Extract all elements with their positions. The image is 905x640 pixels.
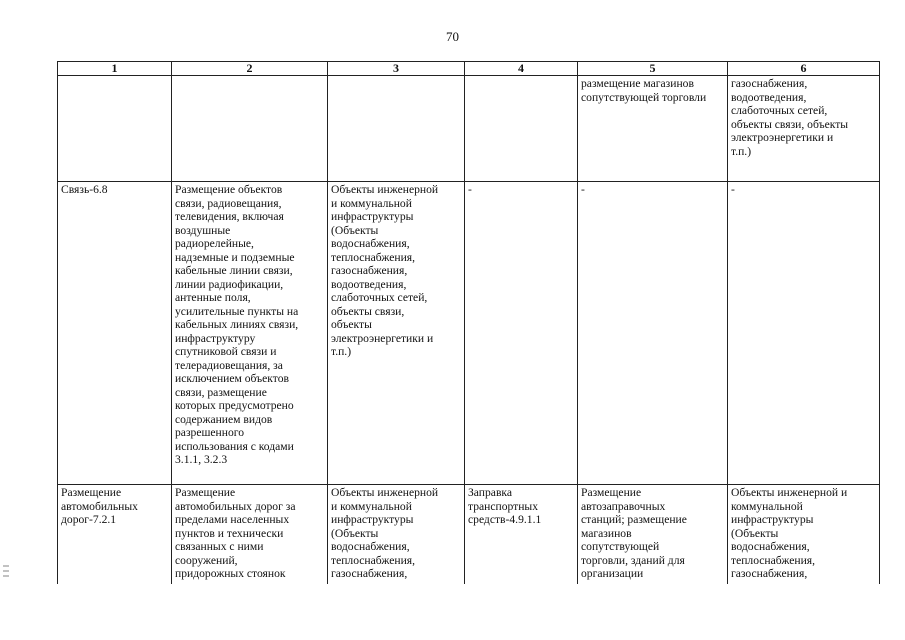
table-cell: газоснабжения, водоотведения, слаботочных сетей, объекты связи, объекты электроэнергетики и т.п.) bbox=[728, 76, 880, 182]
table-cell: Объекты инженерной и коммунальной инфраструктуры (Объекты водоснабжения, теплоснабжения, газоснабжения, bbox=[728, 485, 880, 585]
column-header: 2 bbox=[172, 62, 328, 76]
table-cell: - bbox=[728, 182, 880, 485]
table-cell: Размещение автомобильных дорог за пределами населенных пунктов и технически связанных с ними сооружений, придорожных стоянок bbox=[172, 485, 328, 585]
table-cell: Объекты инженерной и коммунальной инфраструктуры (Объекты водоснабжения, теплоснабжения, газоснабжения, bbox=[328, 485, 465, 585]
table-cell bbox=[465, 76, 578, 182]
column-header: 4 bbox=[465, 62, 578, 76]
table-cell bbox=[172, 76, 328, 182]
table-cell: размещение магазинов сопутствующей торговли bbox=[578, 76, 728, 182]
table-cell: Объекты инженерной и коммунальной инфраструктуры (Объекты водоснабжения, теплоснабжения, газоснабжения, водоотведения, слаботочных сетей, объекты связи, объекты электроэнергетики и т.п.) bbox=[328, 182, 465, 485]
table-cell: - bbox=[578, 182, 728, 485]
table-cell bbox=[328, 76, 465, 182]
table-cell: Заправка транспортных средств-4.9.1.1 bbox=[465, 485, 578, 585]
table-cell: Размещение объектов связи, радиовещания, телевидения, включая воздушные радиорелейные, надземные и подземные кабельные линии связи, линии радиофикации, антенные поля, усилительные пункты на кабельных линиях связи, инфраструктуру спутниковой связи и телерадиовещания, за исключением объектов связи, размещение которых предусмотрено содержанием видов разрешенного использования с кодами 3.1.1, 3.2.3 bbox=[172, 182, 328, 485]
regulations-table bbox=[57, 61, 880, 584]
column-header: 3 bbox=[328, 62, 465, 76]
table-header-row bbox=[58, 62, 880, 76]
column-header: 1 bbox=[58, 62, 172, 76]
table-cell bbox=[58, 76, 172, 182]
table-row bbox=[58, 485, 880, 585]
table-row bbox=[58, 182, 880, 485]
table-cell: Размещение автомобильных дорог-7.2.1 bbox=[58, 485, 172, 585]
table-cell: - bbox=[465, 182, 578, 485]
table-row bbox=[58, 76, 880, 182]
table-cell: Размещение автозаправочных станций; размещение магазинов сопутствующей торговли, зданий для организации bbox=[578, 485, 728, 585]
column-header: 5 bbox=[578, 62, 728, 76]
scan-margin-mark bbox=[3, 563, 9, 581]
column-header: 6 bbox=[728, 62, 880, 76]
table-cell: Связь-6.8 bbox=[58, 182, 172, 485]
page-number: 70 bbox=[446, 29, 459, 44]
